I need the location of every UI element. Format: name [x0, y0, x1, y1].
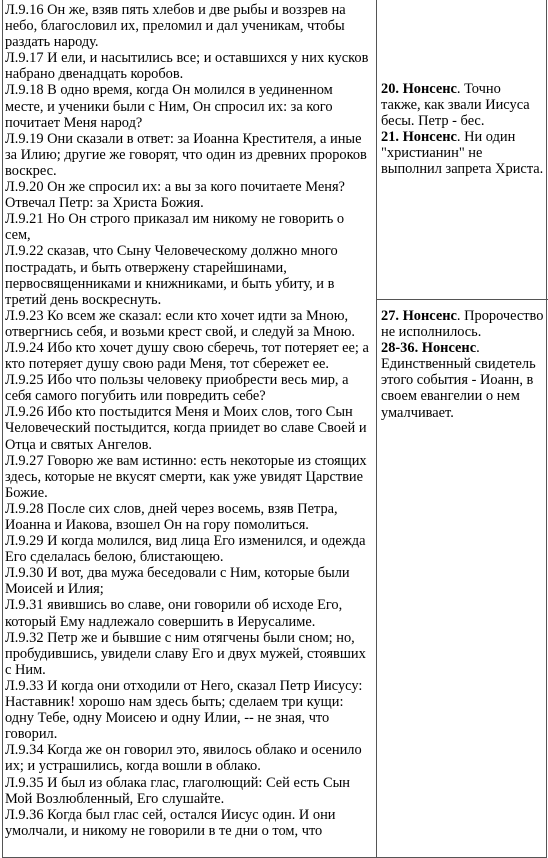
verse-line: Л.9.24 Ибо кто хочет душу свою сберечь, тот потеряет ее; а	[5, 339, 369, 356]
commentary-text: Единственный свидетель	[381, 356, 536, 373]
verse-line: Л.9.28 После сих слов, дней через восемь, взяв Петра,	[5, 500, 338, 517]
commentary-text: бесы. Петр - бес.	[381, 113, 485, 130]
verse-line: умолчали, и никому не говорили в те дни о том, что	[5, 822, 323, 839]
commentary-line	[381, 356, 546, 372]
verse-line: Иоанна и Иакова, взошел Он на гору помолиться.	[5, 517, 309, 533]
commentary-line	[381, 340, 546, 356]
verse-line: пострадать, и быть отвержену старейшинами,	[5, 259, 287, 276]
verse	[5, 533, 373, 565]
verse	[5, 82, 373, 130]
verse-line: Мой Возлюбленный, Его слушайте.	[5, 790, 225, 807]
commentary-text: . Точно	[456, 81, 501, 97]
verse-line: одну Тебе, одну Моисею и одну Илии, -- не зная, что	[5, 710, 330, 727]
commentary-note	[381, 129, 546, 177]
verse-line: третий день воскреснуть.	[5, 291, 162, 308]
verse-line: Л.9.18 В одно время, когда Он молился в уединенном	[5, 82, 333, 99]
verse-line: Моисей и Илия;	[5, 581, 104, 598]
commentary-text: . Ни один	[456, 129, 516, 146]
verse-line: небо, благословил их, преломил и дал ученикам, чтобы	[5, 18, 345, 35]
column-divider	[376, 0, 377, 857]
scripture-text-column	[5, 2, 373, 839]
commentary-block	[381, 308, 546, 421]
verse-line: здесь, которые не вкусят смерти, как уже увидят Царствие	[5, 468, 364, 485]
commentary-label: 20. Нонсенс	[381, 81, 457, 97]
verse-line: пробудившись, увидели славу Его и двух мужей, стоявших	[5, 645, 366, 662]
commentary-text: . Пророчество	[456, 308, 544, 324]
commentary-text: также, как звали Иисуса	[381, 97, 530, 114]
commentary-line	[381, 81, 546, 97]
commentary-label: 28-36. Нонсенс	[381, 340, 477, 357]
verse	[5, 372, 373, 404]
verse	[5, 211, 373, 243]
commentary-text: умалчивает.	[381, 404, 454, 421]
verse-line: Отца и святых Ангелов.	[5, 436, 152, 453]
verse	[5, 2, 373, 50]
verse-line: себя самого погубить или повредить себе?	[5, 388, 266, 405]
commentary-note	[381, 308, 546, 340]
commentary-text: своем евангелии о нем	[381, 388, 520, 405]
commentary-line	[381, 388, 546, 404]
verse	[5, 453, 373, 501]
verse-line: раздать народу.	[5, 34, 99, 51]
verse-line: Л.9.35 И был из облака глас, глаголющий: Сей есть Сын	[5, 774, 351, 791]
verse-line: Л.9.32 Петр же и бывшие с ним отягчены были сном; но,	[5, 629, 355, 646]
verse-line: Наставник! хорошо нам здесь быть; сделаем три кущи:	[5, 694, 344, 711]
verse-line: который Ему надлежало совершить в Иерусалиме.	[5, 613, 316, 630]
verse	[5, 179, 373, 211]
commentary-label: 27. Нонсенс	[381, 308, 457, 324]
verse-line: Его сделалась белою, блистающею.	[5, 549, 224, 566]
verse	[5, 308, 373, 340]
commentary-label: 21. Нонсенс	[381, 129, 457, 146]
verse	[5, 775, 373, 807]
verse	[5, 404, 373, 452]
verse-line: Л.9.19 Они сказали в ответ: за Иоанна Крестителя, а иные	[5, 130, 362, 147]
verse-line: Л.9.17 И ели, и насытились все; и оставшихся у них кусков	[5, 50, 369, 67]
verse	[5, 742, 373, 774]
verse	[5, 807, 373, 839]
commentary-line	[381, 372, 546, 388]
commentary-text: выполнил запрета Христа.	[381, 161, 544, 178]
verse-line: Отвечал Петр: за Христа Божия.	[5, 195, 204, 212]
verse-line: Л.9.23 Ко всем же сказал: если кто хочет идти за Мною,	[5, 307, 349, 324]
verse-line: Л.9.25 Ибо что пользы человеку приобрести весь мир, а	[5, 372, 349, 389]
commentary-text: .	[476, 340, 480, 357]
commentary-text: не исполнилось.	[381, 324, 482, 341]
commentary-line	[381, 324, 546, 340]
verse-line: с Ним.	[5, 661, 46, 678]
verse-line: Л.9.26 Ибо кто постыдится Меня и Моих слов, того Сын	[5, 404, 353, 421]
commentary-line	[381, 113, 546, 129]
verse	[5, 501, 373, 533]
verse-line: Человеческий постыдится, когда приидет во славе Своей и	[5, 420, 367, 437]
commentary-text: этого события - Иоанн, в	[381, 372, 534, 389]
verse-line: Л.9.31 явившись во славе, они говорили об исходе Его,	[5, 597, 343, 614]
commentary-line	[381, 129, 546, 145]
verse-line: набрано двенадцать коробов.	[5, 66, 184, 83]
verse-line: Л.9.27 Говорю же вам истинно: есть некоторые из стоящих	[5, 452, 367, 469]
verse-line: Л.9.20 Он же спросил их: а вы за кого почитаете Меня?	[5, 179, 345, 196]
verse-line: говорил.	[5, 726, 58, 743]
verse	[5, 131, 373, 179]
commentary-note	[381, 340, 546, 420]
verse-line: за Илию; другие же говорят, что один из древних пророков	[5, 146, 367, 163]
verse-line: Л.9.29 И когда молился, вид лица Его изменился, и одежда	[5, 533, 366, 550]
commentary-block	[381, 81, 546, 178]
commentary-line	[381, 145, 546, 161]
verse	[5, 565, 373, 597]
verse	[5, 678, 373, 742]
commentary-text: "христианин" не	[381, 145, 483, 162]
verse-line: воскрес.	[5, 162, 57, 179]
verse-line: первосвященниками и книжниками, и быть убиту, и в	[5, 275, 335, 292]
commentary-line	[381, 405, 546, 421]
verse-line: их; и устрашились, когда вошли в облако.	[5, 758, 261, 775]
verse	[5, 630, 373, 678]
verse-line: Божие.	[5, 484, 48, 501]
verse-line: Л.9.36 Когда был глас сей, остался Иисус один. И они	[5, 806, 336, 823]
verse-line: кто потеряет душу свою ради Меня, тот сбережет ее.	[5, 356, 329, 373]
verse	[5, 340, 373, 372]
verse-line: Л.9.33 И когда они отходили от Него, сказал Петр Иисусу:	[5, 677, 363, 694]
verse-line: отвергнись себя, и возьми крест свой, и следуй за Мною.	[5, 323, 355, 340]
verse-line: Л.9.22 сказав, что Сыну Человеческому должно много	[5, 243, 338, 260]
verse-line: почитает Меня народ?	[5, 114, 143, 131]
commentary-note	[381, 81, 546, 129]
verse-line: месте, и ученики были с Ним, Он спросил их: за кого	[5, 98, 333, 115]
verse	[5, 243, 373, 307]
verse-line: Л.9.34 Когда же он говорил это, явилось облако и осенило	[5, 742, 362, 759]
commentary-line	[381, 161, 546, 177]
verse	[5, 50, 373, 82]
commentary-line	[381, 97, 546, 113]
verse-line: Л.9.16 Он же, взяв пять хлебов и две рыбы и воззрев на	[5, 2, 346, 18]
verse-line: Л.9.21 Но Он строго приказал им никому не говорить о	[5, 211, 345, 228]
verse	[5, 597, 373, 629]
verse-line: сем,	[5, 227, 31, 244]
commentary-line	[381, 308, 546, 324]
row-divider	[376, 299, 548, 300]
verse-line: Л.9.30 И вот, два мужа беседовали с Ним, которые были	[5, 565, 350, 582]
